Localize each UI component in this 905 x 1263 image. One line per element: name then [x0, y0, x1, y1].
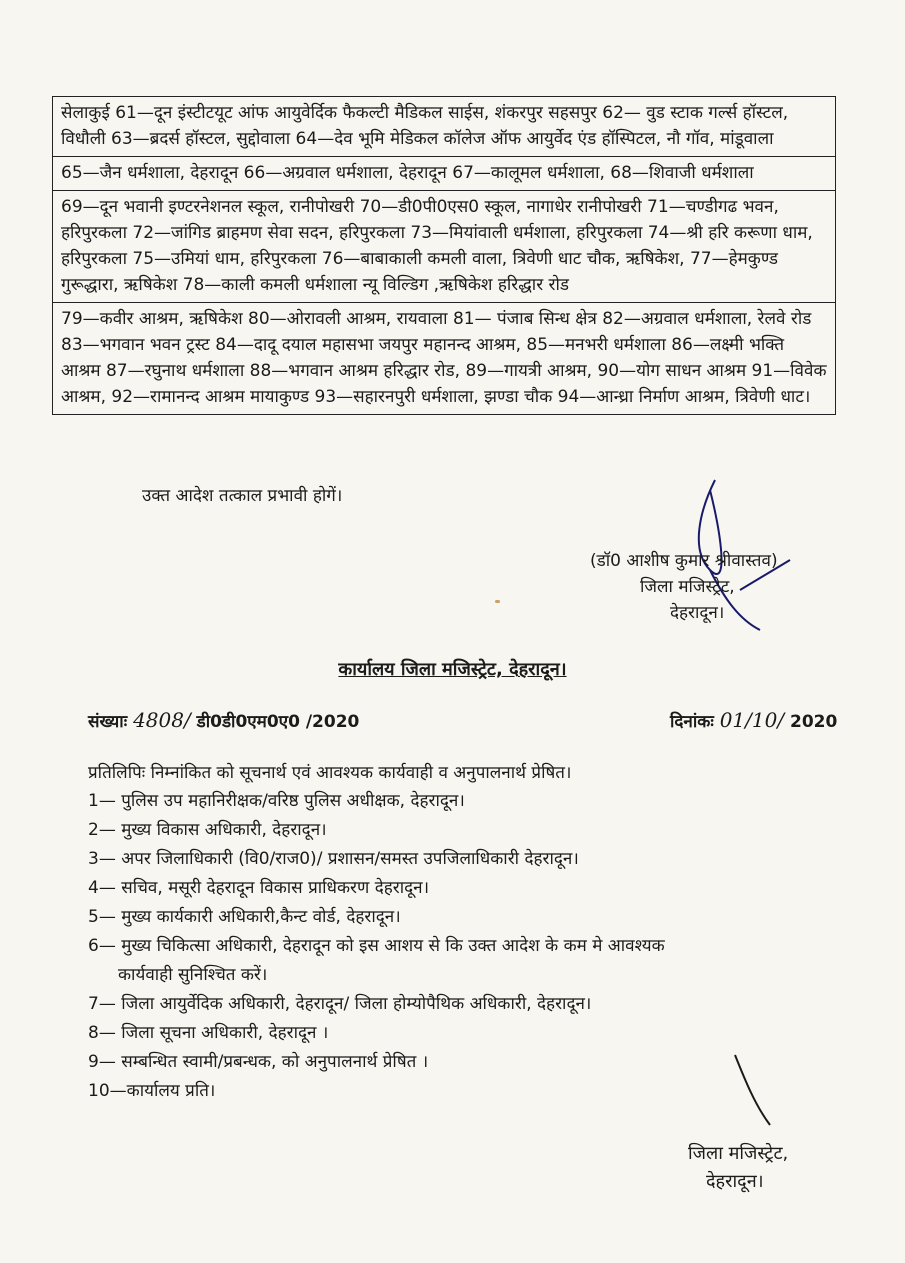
date-label: दिनांकः [670, 712, 714, 732]
list-item: 1— पुलिस उप महानिरीक्षक/वरिष्ठ पुलिस अधीक्षक, देहरादून। [88, 791, 465, 811]
signatory-place: देहरादून। [706, 1171, 764, 1192]
list-item: 5— मुख्य कार्यकारी अधिकारी,कैन्ट वोर्ड, देहरादून। [88, 907, 401, 927]
reference-year: /2020 [305, 712, 360, 732]
effect-statement: उक्त आदेश तत्काल प्रभावी होगें। [142, 486, 343, 506]
signatory-designation: जिला मजिस्ट्रेट, [688, 1143, 789, 1164]
table-row: 65—जैन धर्मशाला, देहरादून 66—अग्रवाल धर्मशाला, देहरादून 67—कालूमल धर्मशाला, 68—शिवाजी धर्मशाला [53, 157, 835, 191]
reference-label: संख्याः [88, 712, 128, 732]
list-item: 9— सम्बन्धित स्वामी/प्रबन्धक, को अनुपालनार्थ प्रेषित । [88, 1052, 429, 1072]
establishments-table [52, 96, 836, 415]
list-item: 7— जिला आयुर्वेदिक अधिकारी, देहरादून/ जिला होम्योपैथिक अधिकारी, देहरादून। [88, 994, 592, 1014]
office-heading: कार्यालय जिला मजिस्ट्रेट, देहरादून। [338, 659, 567, 680]
list-item: 8— जिला सूचना अधिकारी, देहरादून । [88, 1023, 329, 1043]
reference-code: डी0डी0एम0ए0 [196, 712, 300, 732]
table-row: 79—कवीर आश्रम, ऋषिकेश 80—ओरावली आश्रम, रायवाला 81— पंजाब सिन्ध क्षेत्र 82—अग्रवाल धर्मशाला, रेलवे रोड 83—भगवान भवन ट्रस्ट 84—दादू दयाल महासभा जयपुर महानन्द आश्रम, 85—मनभरी धर्मशाला 86—लक्ष्मी भक्ति आश्रम 87—रघुनाथ धर्मशाला 88—भगवान आश्रम हरिद्धार रोड, 89—गायत्री आश्रम, 90—योग साधन आश्रम 91—विवेक आश्रम, 92—रामानन्द आश्रम मायाकुण्ड 93—सहारनपुरी धर्मशाला, झण्डा चौक 94—आन्ध्रा निर्माण आश्रम, त्रिवेणी धाट। [61, 309, 827, 407]
reference-number [88, 708, 359, 732]
signature-block-2 [688, 1140, 788, 1196]
paper-speck [495, 600, 500, 603]
list-item: 6— मुख्य चिकित्सा अधिकारी, देहरादून को इस आशय से कि उक्त आदेश के कम मे आवश्यक [88, 936, 665, 956]
list-item: 10—कार्यालय प्रति। [88, 1081, 216, 1101]
table-row: 69—दून भवानी इण्टरनेशनल स्कूल, रानीपोखरी 70—डी0पी0एस0 स्कूल, नागाधेर रानीपोखरी 71—चण्डीगढ भवन, हरिपुरकला 72—जांगिड ब्राहमण सेवा सदन, हरिपुरकला 73—मियांवाली धर्मशाला, हरिपुरकला 74—श्री हरि करूणा धाम, हरिपुरकला 75—उमियां धाम, हरिपुरकला 76—बाबाकाली कमली वाला, त्रिवेणी धाट चौक, ऋषिकेश, 77—हेमकुण्ड गुरूद्धारा, ऋषिकेश 78—काली कमली धर्मशाला न्यू विल्डिग ,ऋषिकेश हरिद्धार रोड [53, 191, 835, 303]
list-item: 3— अपर जिलाधिकारी (वि0/राज0)/ प्रशासन/समस्त उपजिलाधिकारी देहरादून। [88, 849, 579, 869]
copy-intro: प्रतिलिपिः निम्नांकित को सूचनार्थ एवं आवश्यक कार्यवाही व अनुपालनार्थ प्रेषित। [88, 763, 572, 783]
list-item: 4— सचिव, मसूरी देहरादून विकास प्राधिकरण देहरादून। [88, 878, 430, 898]
signatory-place: देहरादून। [670, 603, 725, 623]
list-item-continuation: कार्यवाही सुनिश्चित करें। [118, 965, 268, 985]
list-item: 2— मुख्य विकास अधिकारी, देहरादून। [88, 820, 327, 840]
signature-block [590, 548, 778, 626]
table-row: सेलाकुई 61—दून इंस्टीटयूट आंफ आयुवेर्दिक फैकल्टी मैडिकल साईस, शंकरपुर सहसपुर 62— वुड स्टाक गर्ल्स हॉस्टल, विधौली 63—ब्रदर्स हॉस्टल, सुद्दोवाला 64—देव भूमि मेडिकल कॉलेज ऑफ आयुर्वेद एंड हॉस्पिटल, नौ गॉव, मांडूवाला [53, 97, 835, 157]
reference-handwritten-number: 4808/ [133, 708, 191, 732]
signatory-name: (डॉ0 आशीष कुमार श्रीवास्तव) [590, 551, 778, 571]
date-year: 2020 [789, 712, 838, 732]
signatory-designation: जिला मजिस्ट्रेट, [640, 577, 735, 597]
date-line [670, 708, 837, 732]
date-handwritten-value: 01/10/ [719, 708, 785, 732]
handwritten-initial [730, 1050, 780, 1130]
